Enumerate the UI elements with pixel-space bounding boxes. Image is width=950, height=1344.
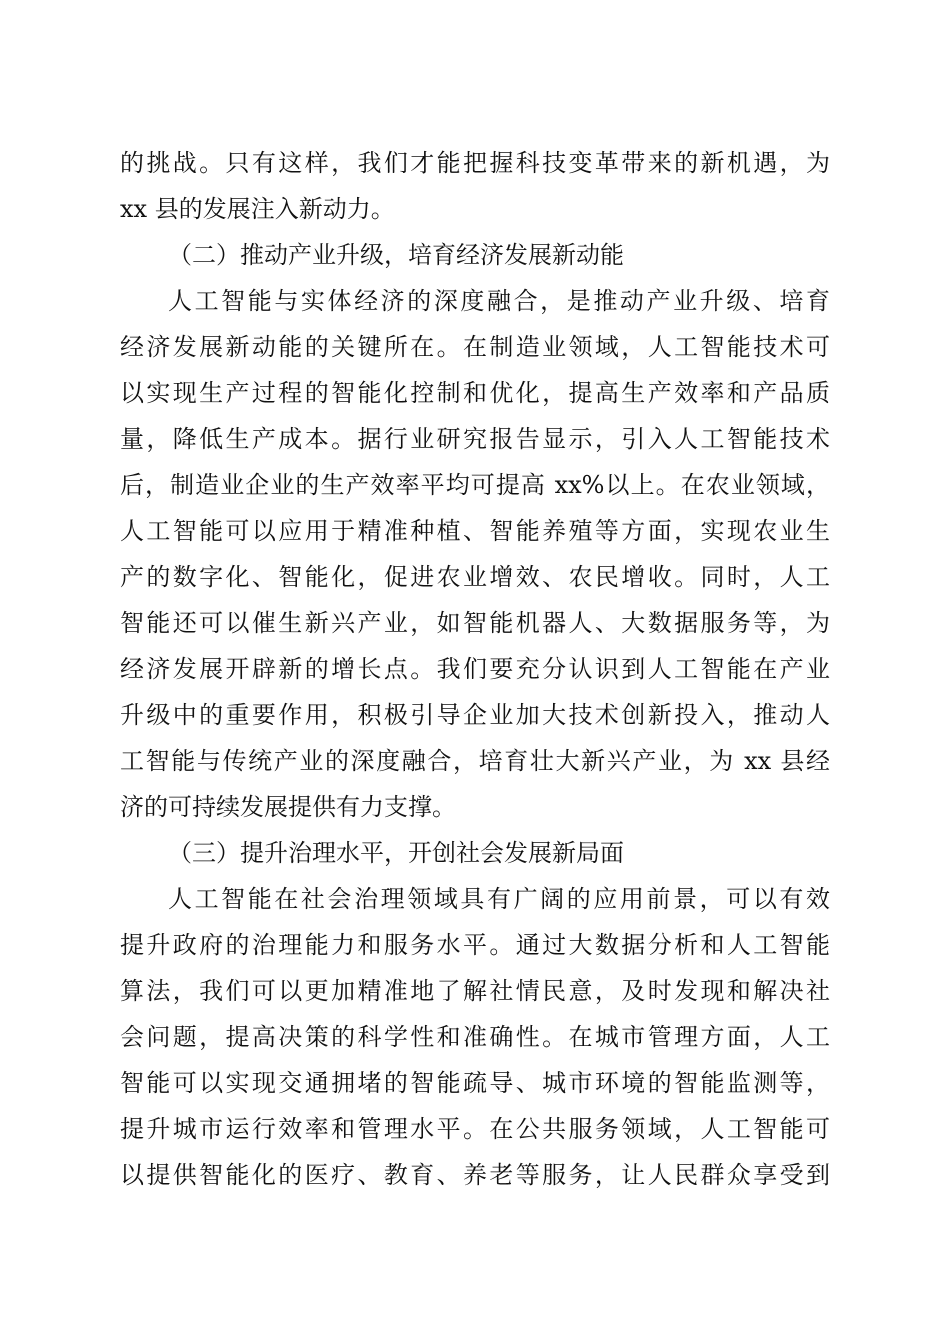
- paragraph-line: 后，制造业企业的生产效率平均可提高 xx%以上。在农业领域，: [120, 471, 830, 499]
- paragraph-line: xx 县的发展注入新动力。: [120, 195, 395, 223]
- paragraph-line: 经济发展新动能的关键所在。在制造业领域，人工智能技术可: [120, 333, 830, 361]
- paragraph-line: 人工智能可以应用于精准种植、智能养殖等方面，实现农业生: [120, 517, 830, 545]
- paragraph-line: 以提供智能化的医疗、教育、养老等服务，让人民群众享受到: [120, 1161, 830, 1189]
- paragraph-line: 智能可以实现交通拥堵的智能疏导、城市环境的智能监测等，: [120, 1069, 830, 1097]
- section-heading-3: （三）提升治理水平，开创社会发展新局面: [168, 839, 624, 867]
- paragraph-line: 济的可持续发展提供有力支撑。: [120, 793, 456, 821]
- paragraph-line: 产的数字化、智能化，促进农业增效、农民增收。同时，人工: [120, 563, 830, 591]
- paragraph-line: 算法，我们可以更加精准地了解社情民意，及时发现和解决社: [120, 977, 830, 1005]
- paragraph-line: 提升城市运行效率和管理水平。在公共服务领域，人工智能可: [120, 1115, 830, 1143]
- paragraph-line: 会问题，提高决策的科学性和准确性。在城市管理方面，人工: [120, 1023, 830, 1051]
- paragraph-line: 工智能与传统产业的深度融合，培育壮大新兴产业，为 xx 县经: [120, 747, 830, 775]
- paragraph-line: 升级中的重要作用，积极引导企业加大技术创新投入，推动人: [120, 701, 830, 729]
- paragraph-line: 的挑战。只有这样，我们才能把握科技变革带来的新机遇，为: [120, 149, 830, 177]
- paragraph-line: 经济发展开辟新的增长点。我们要充分认识到人工智能在产业: [120, 655, 830, 683]
- section-3-paragraph: [120, 876, 830, 1198]
- paragraph-line: 量，降低生产成本。据行业研究报告显示，引入人工智能技术: [120, 425, 830, 453]
- paragraph-line: 人工智能与实体经济的深度融合，是推动产业升级、培育: [168, 287, 830, 315]
- document-body: [120, 140, 830, 1198]
- intro-paragraph: [120, 140, 830, 232]
- section-heading-2: （二）推动产业升级，培育经济发展新动能: [168, 241, 624, 269]
- paragraph-line: 以实现生产过程的智能化控制和优化，提高生产效率和产品质: [120, 379, 830, 407]
- paragraph-line: 智能还可以催生新兴产业，如智能机器人、大数据服务等，为: [120, 609, 830, 637]
- paragraph-line: 人工智能在社会治理领域具有广阔的应用前景，可以有效: [168, 885, 830, 913]
- paragraph-line: 提升政府的治理能力和服务水平。通过大数据分析和人工智能: [120, 931, 830, 959]
- section-2-paragraph: [120, 278, 830, 830]
